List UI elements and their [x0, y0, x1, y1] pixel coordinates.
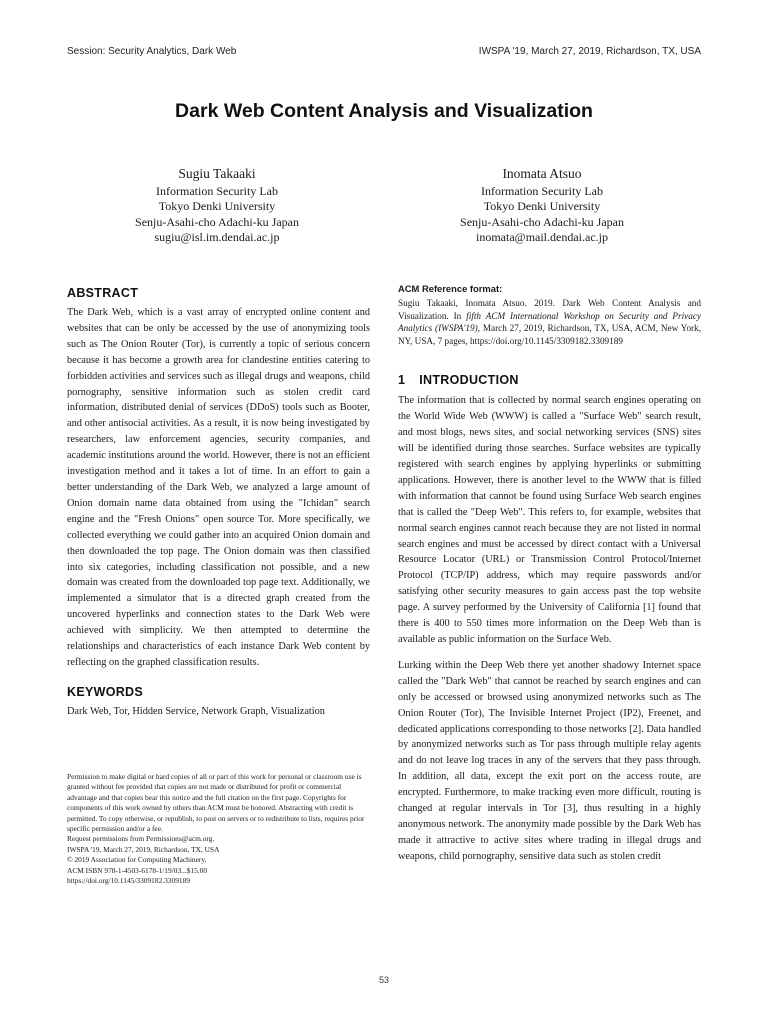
acm-reference-heading: ACM Reference format:	[398, 283, 503, 294]
introduction-paragraph-1: The information that is collected by normal search engines operating on the World Wide Web (WWW) is called a "Surface Web" search result, and most blogs, news sites, and social networking services (SNS) sites will be identified during those searches. Surface websites are typically registered with search engines by applying hyperlinks or submitting applications. However, there is another level to the WWW that is filled with information that cannot be found using Surface Web search engines that is called the "Deep Web". This refers to, for example, websites that normal search engines cannot reach because they are not listed in normal search engines and must be accessed by direct contact with a Universal Resource Locator (URL) or Transmission Control Protocol/Internet Protocol (TCP/IP) address, which may require passwords and/or satisfying other security measures to gain access past the top website page. A survey performed by the University of California [1] found that there is 400 to 550 times more information on the Deep Web than is available as public information on the Surface Web.	[398, 395, 701, 645]
abstract-text: The Dark Web, which is a vast array of encrypted online content and websites that can be only be accessed by the use of anonymizing tools such as The Onion Router (Tor), is currently a topic of serious concern because it has become a growth area for clandestine entities catering to forbidden activities and services such as illegal drugs and weapons, child pornography, sensitive information such as stolen credit card information, distributed denial of services (DDoS) tools such as Booter, and other antisocial activities. As a result, it is now being investigated by researchers, law enforcement agencies, security companies, and academic institutions around the world. However, there is not an efficient investigation method and it takes a lot of time. In an effort to gain a better understanding of the Dark Web, we analyzed a large amount of Onion domain name data obtained from using the "Ichidan" search engine and the "Fresh Onions" open source Tor. More specifically, we collected everything we could gather into an acquired Onion domain and then downloaded the top page. The Onion domain was then classified into six categories, including classification not possible, and a new domain was created from the downloaded top page text. Additionally, we implemented a simulator that is a directed graph created from the uncovered hyperlinks and connection states to the Dark Web were achieved with simplicity. We then attempted to determine the relationships and characteristics of each instance Dark Web content by reflecting on the graphed classification results.	[67, 307, 370, 668]
permission-doi[interactable]: https://doi.org/10.1145/3309182.3309189	[67, 876, 190, 886]
left-column	[67, 286, 370, 720]
introduction-paragraph-2: Lurking within the Deep Web there yet another shadowy Internet space called the "Dark Web" that cannot be reached by search engines and can only be accessed or browsed using anonymized networks such as The Onion Router (Tor), The Invisible Internet Project (IP2), Freenet, and dedicated applications corresponding to those networks [2]. Data handled by anonymized networks such as Tor pass through multiple relay agents and do not leave log traces in any of the servers that they pass through. In addition, all data, except the exit port on the access route, are encrypted. Furthermore, to make tracking even more difficult, routing is changed at regular intervals in Tor [3], thus resulting in a highly anonymous network. The anonymity made possible by the Dark Web has made it attractive to active sites where trading in illegal drugs and weapons, child pornography, sensitive data such as stolen credit	[398, 659, 701, 862]
permission-request: Request permissions from Permissions@acm.org.	[67, 834, 215, 844]
permission-conference: IWSPA '19, March 27, 2019, Richardson, TX, USA	[67, 844, 220, 854]
paper-title: Dark Web Content Analysis and Visualization	[175, 100, 593, 122]
abstract-heading: ABSTRACT	[67, 286, 139, 300]
author-email[interactable]: sugiu@isl.im.dendai.ac.jp	[154, 230, 280, 244]
permission-copyright: © 2019 Association for Computing Machinery.	[67, 855, 207, 865]
section-number: 1	[398, 373, 406, 388]
acm-reference-prefix: Sugiu Takaaki, Inomata Atsuo. 2019. Dark Web Content Analysis and Visualization. In	[398, 298, 701, 321]
acm-reference-venue: fifth ACM International Workshop on Security and Privacy Analytics (IWSPA'19)	[398, 310, 701, 334]
author-email[interactable]: inomata@mail.dendai.ac.jp	[475, 230, 608, 244]
introduction-heading	[398, 373, 701, 387]
acm-reference-suffix: , March 27, 2019, Richardson, TX, USA, ACM, New York, NY, USA, 7 pages, https://doi.org/10.1145/3309182.3309189	[398, 323, 701, 346]
section-title: INTRODUCTION	[419, 373, 519, 388]
author-block-2	[392, 166, 692, 246]
acm-reference-text	[398, 297, 701, 347]
right-column	[398, 283, 701, 865]
page-number: 53	[378, 975, 389, 985]
running-header-venue: IWSPA '19, March 27, 2019, Richardson, TX, USA	[478, 46, 701, 57]
permission-notice	[67, 772, 370, 886]
author-name: Sugiu Takaaki	[178, 166, 256, 181]
permission-isbn: ACM ISBN 978-1-4503-6178-1/19/03...$15.00	[67, 865, 208, 875]
permission-text: Permission to make digital or hard copies of all or part of this work for personal or classroom use is granted without fee provided that copies are not made or distributed for profit or commercial advantage and that copies bear this notice and the full citation on the first page. Copyrights for components of this work owned by others than ACM must be honored. Abstracting with credit is permitted. To copy otherwise, or republish, to post on servers or to redistribute to lists, requires prior specific permission and/or a fee.	[67, 772, 365, 834]
author-university: Tokyo Denki University	[483, 199, 601, 213]
keywords-heading: KEYWORDS	[67, 684, 144, 699]
running-header-session: Session: Security Analytics, Dark Web	[67, 46, 237, 57]
author-block-1	[67, 166, 367, 246]
author-affiliation: Information Security Lab	[481, 183, 603, 198]
author-address: Senju-Asahi-cho Adachi-ku Japan	[460, 214, 624, 229]
author-affiliation: Information Security Lab	[156, 183, 278, 198]
author-name: Inomata Atsuo	[502, 166, 582, 181]
author-university: Tokyo Denki University	[158, 199, 276, 213]
author-address: Senju-Asahi-cho Adachi-ku Japan	[135, 214, 299, 229]
keywords-text: Dark Web, Tor, Hidden Service, Network Graph, Visualization	[67, 705, 325, 717]
